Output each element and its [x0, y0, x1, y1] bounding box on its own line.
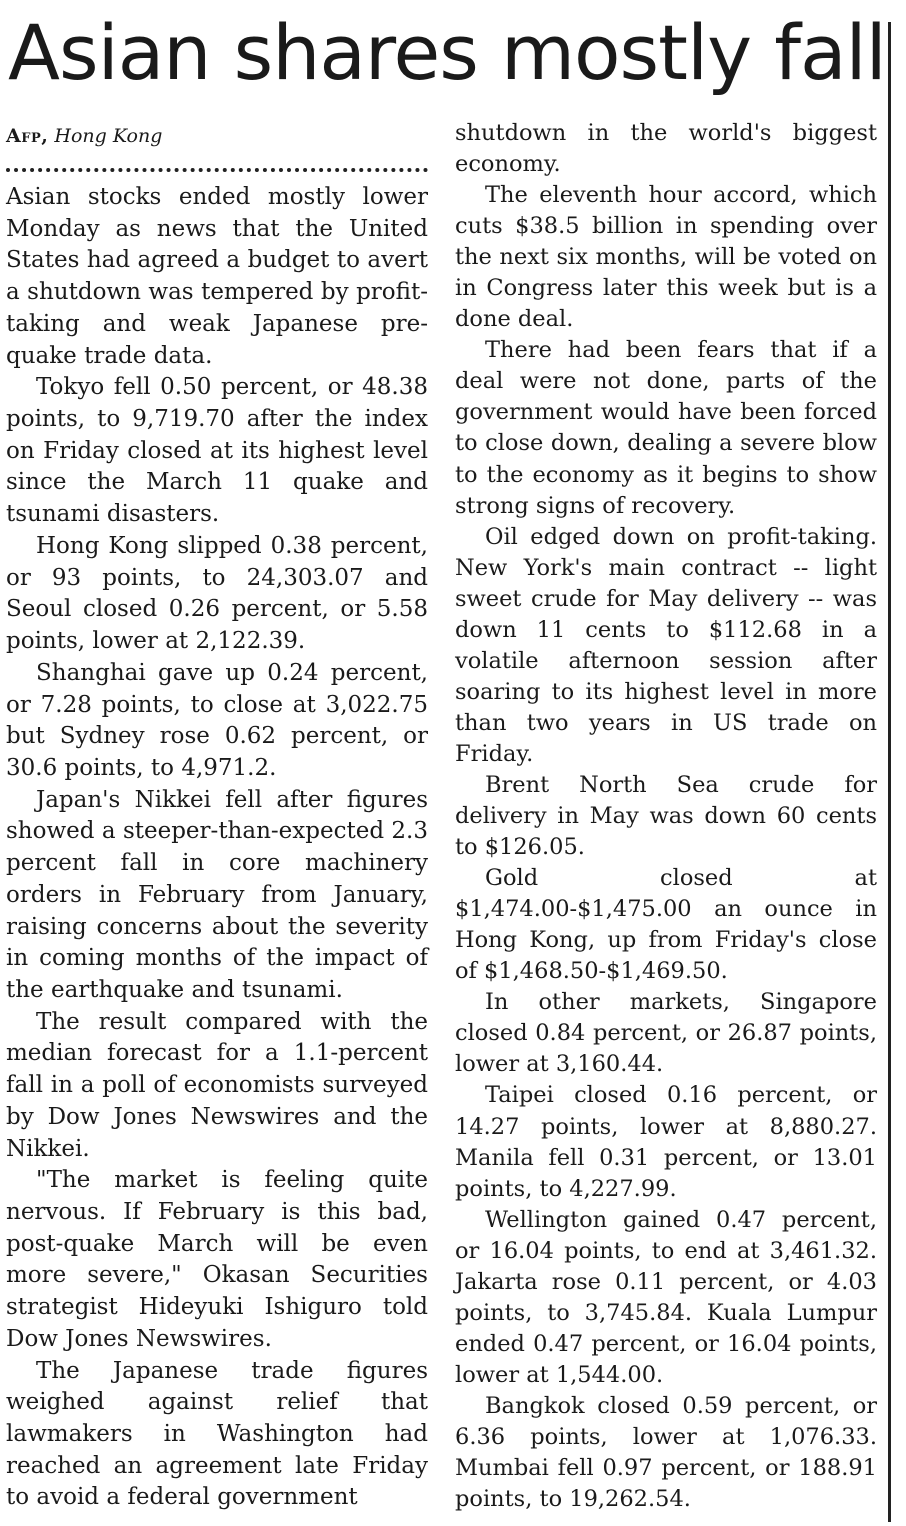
- paragraph: There had been fears that if a deal were not done, parts of the government would have been forced to close down, dealing a severe blow to the economy as it begins to show strong signs of recovery.: [455, 337, 877, 519]
- paragraph: Japan's Nikkei fell after figures showed a steeper-than-expected 2.3 percent fall in core machinery orders in February from January, raising concerns about the severity in coming months of the impact of the earthquake and tsunami.: [6, 786, 428, 1003]
- headline: Asian shares mostly fall: [8, 8, 886, 97]
- paragraph: Shanghai gave up 0.24 percent, or 7.28 points, to close at 3,022.75 but Sydney rose 0.62 percent, or 30.6 points, to 4,971.2.: [6, 659, 428, 781]
- byline-place: Hong Kong: [54, 125, 163, 147]
- paragraph: Oil edged down on profit-taking. New York's main contract -- light sweet crude for May delivery -- was down 11 cents to $112.68 in a volatile afternoon session after soaring to its highest level in more than two years in US trade on Friday.: [455, 523, 877, 767]
- paragraph: Tokyo fell 0.50 percent, or 48.38 points, to 9,719.70 after the index on Friday closed at its highest level since the March 11 quake and tsunami disasters.: [6, 374, 428, 528]
- paragraph: "The market is feeling quite nervous. If February is this bad, post-quake March will be even more severe," Okasan Securities strategist Hideyuki Ishiguro told Dow Jones Newswires.: [6, 1167, 428, 1352]
- paragraph-continuation: shutdown in the world's biggest economy.: [455, 120, 877, 178]
- article-column-right: [455, 118, 877, 1515]
- paragraph: The result compared with the median forecast for a 1.1-percent fall in a poll of economists surveyed by Dow Jones Newswires and the Nikkei.: [6, 1008, 428, 1162]
- dotted-separator: [6, 168, 428, 182]
- paragraph: Asian stocks ended mostly lower Monday as news that the United States had agreed a budget to avert a shutdown was tempered by profit-taking and weak Japanese pre-quake trade data.: [6, 184, 428, 369]
- paragraph: In other markets, Singapore closed 0.84 percent, or 26.87 points, lower at 3,160.44.: [455, 989, 877, 1078]
- column-rule: [888, 22, 891, 1522]
- byline-agency: Afp,: [6, 125, 49, 147]
- paragraph: Taipei closed 0.16 percent, or 14.27 points, lower at 8,880.27. Manila fell 0.31 percent, or 13.01 points, to 4,227.99.: [455, 1082, 877, 1202]
- byline: [6, 118, 428, 154]
- paragraph: Bangkok closed 0.59 percent, or 6.36 points, lower at 1,076.33. Mumbai fell 0.97 percent, or 188.91 points, to 19,262.54.: [455, 1392, 877, 1513]
- paragraph: Hong Kong slipped 0.38 percent, or 93 points, to 24,303.07 and Seoul closed 0.26 percent, or 5.58 points, lower at 2,122.39.: [6, 532, 428, 655]
- paragraph: Gold closed at $1,474.00-$1,475.00 an ounce in Hong Kong, up from Friday's close of $1,468.50-$1,469.50.: [455, 865, 877, 985]
- paragraph: The eleventh hour accord, which cuts $38.5 billion in spending over the next six months, will be voted on in Congress later this week but is a done deal.: [455, 182, 877, 333]
- article-column-left: [6, 118, 428, 1514]
- paragraph: Wellington gained 0.47 percent, or 16.04 points, to end at 3,461.32. Jakarta rose 0.11 percent, or 4.03 points, to 3,745.84. Kuala Lumpur ended 0.47 percent, or 16.04 points, lower at 1,544.00.: [455, 1206, 877, 1388]
- paragraph: The Japanese trade figures weighed against relief that lawmakers in Washington had reached an agreement late Friday to avoid a federal government: [6, 1357, 428, 1511]
- paragraph: Brent North Sea crude for delivery in May was down 60 cents to $126.05.: [455, 771, 877, 861]
